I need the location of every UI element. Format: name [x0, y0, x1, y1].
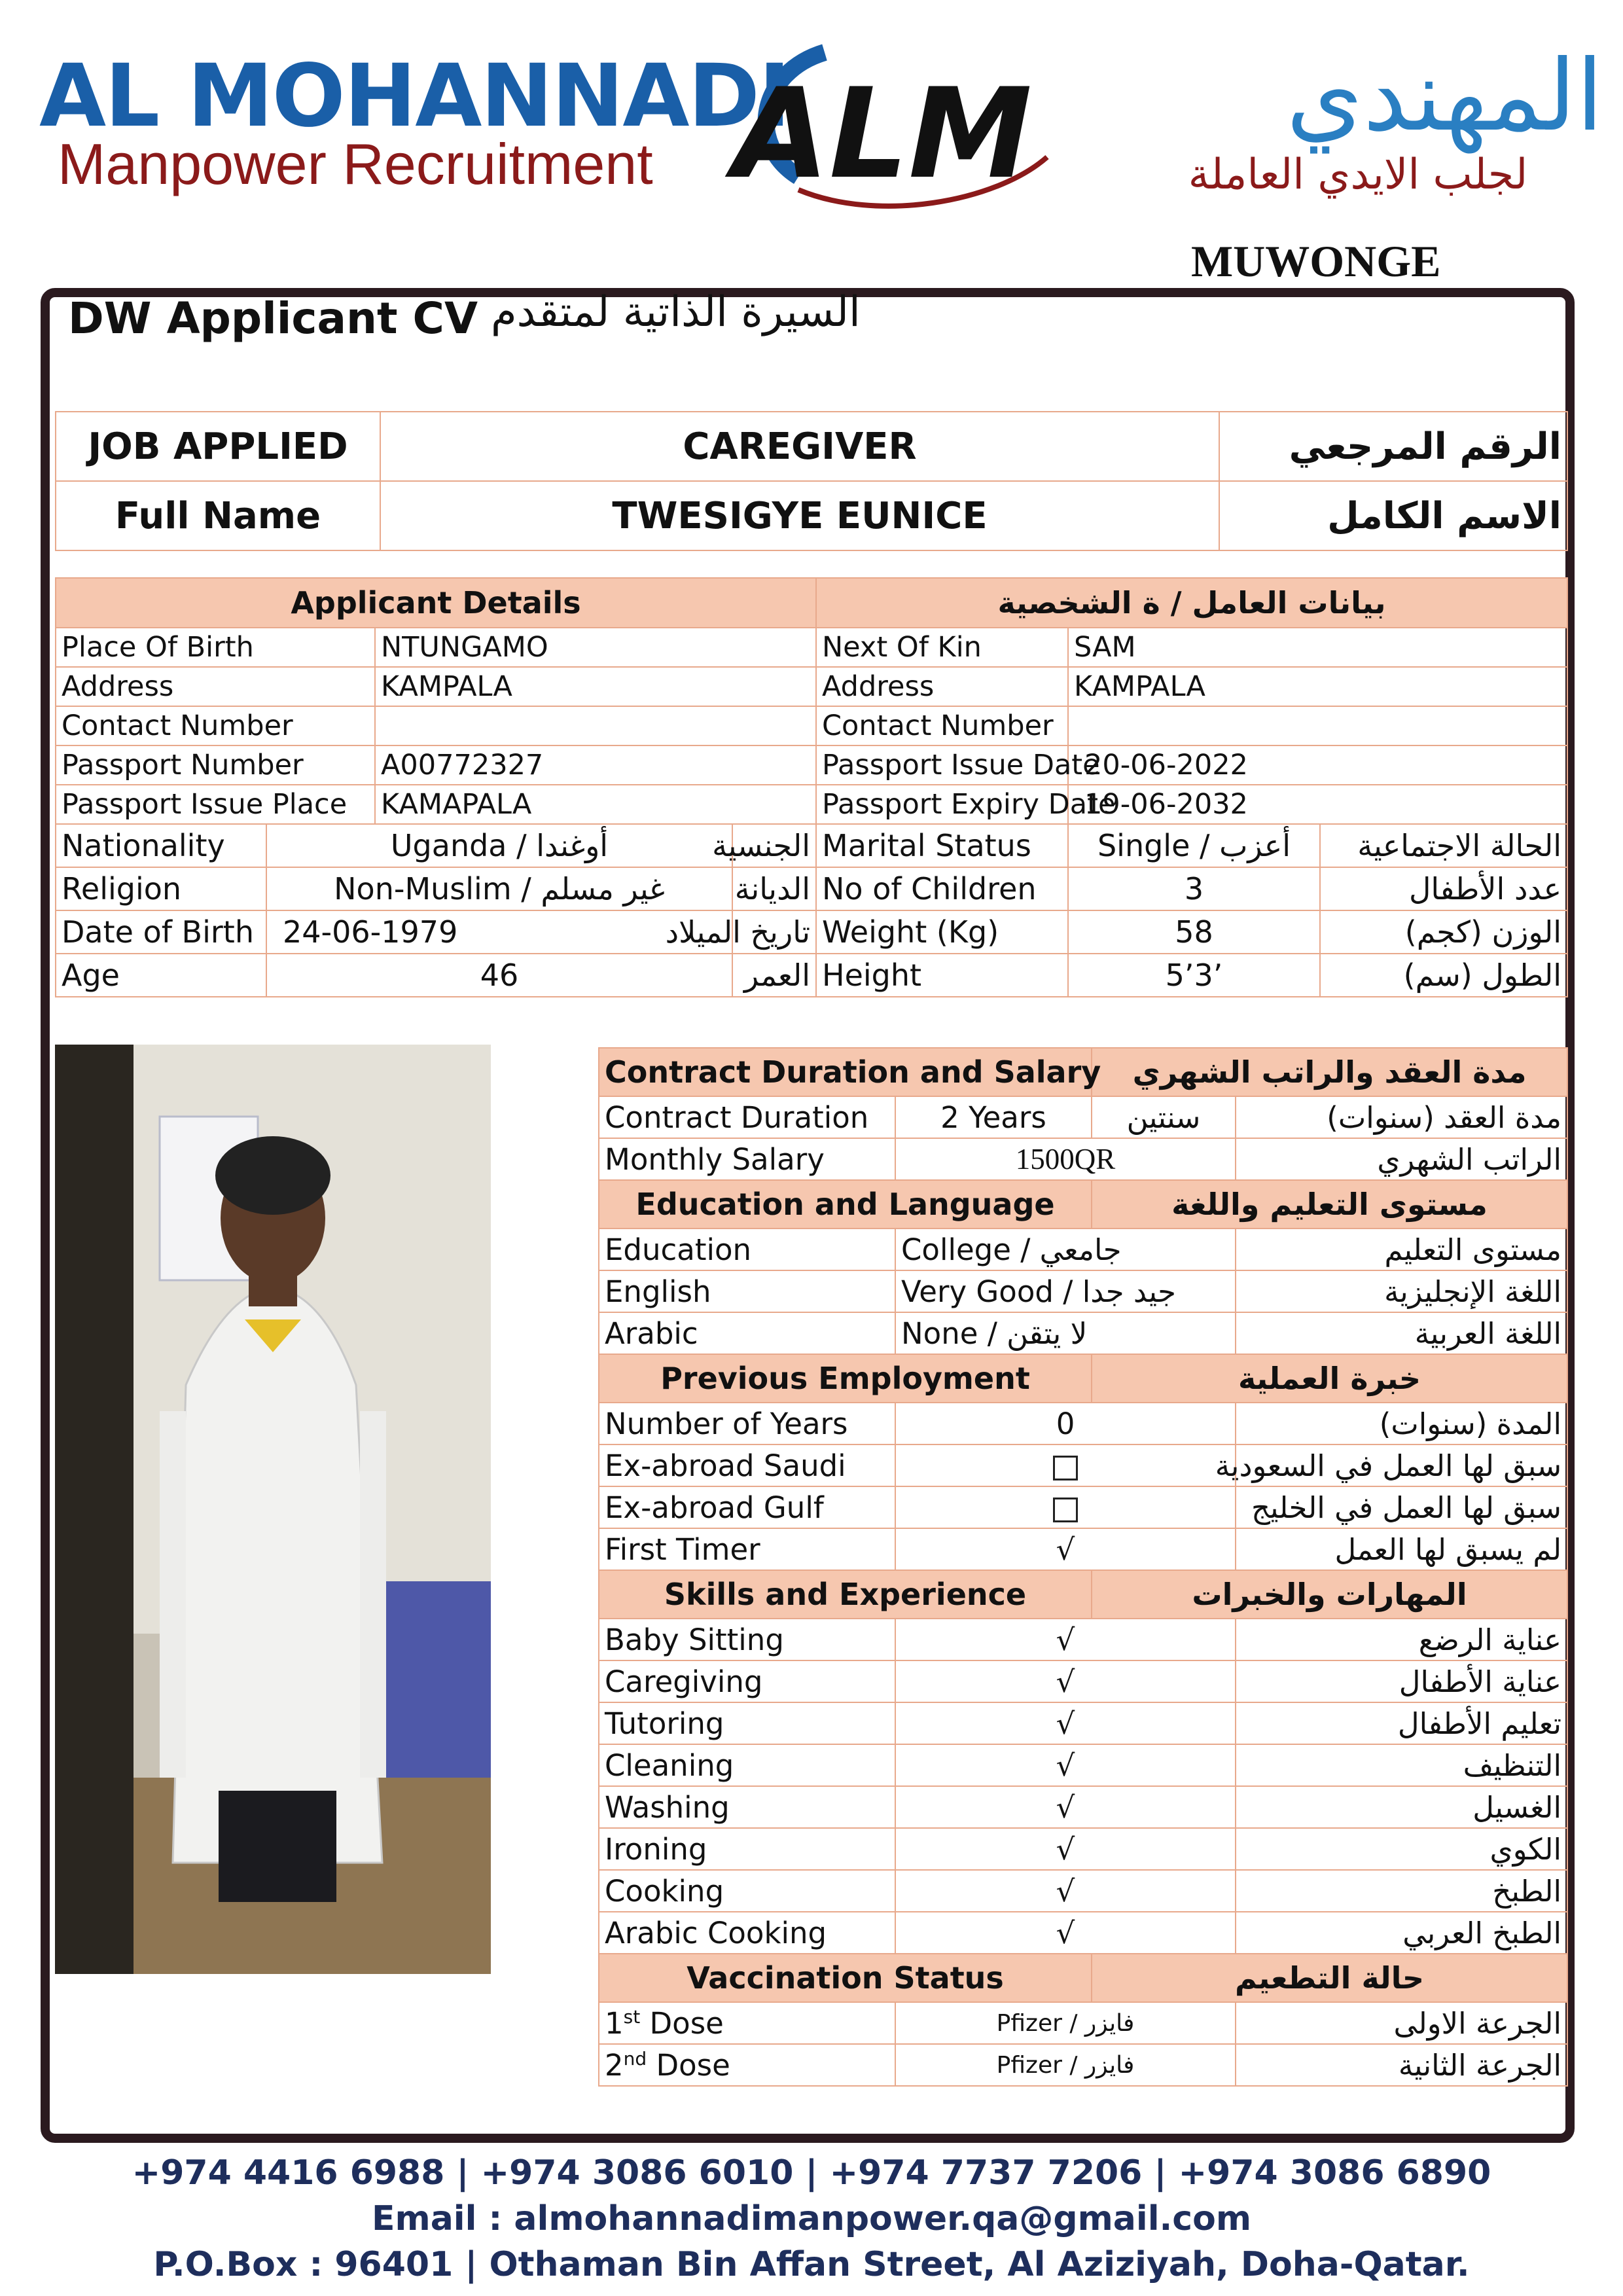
check-mark: √	[895, 1528, 1236, 1570]
field-value: NTUNGAMO	[375, 628, 816, 667]
applicant-header	[56, 578, 1567, 628]
field-value: None / لا يتقن	[895, 1312, 1236, 1354]
skill-label: Tutoring	[599, 1702, 895, 1744]
field-label: Education	[599, 1229, 895, 1270]
skill-label: Caregiving	[599, 1660, 895, 1702]
field-label: No of Children	[816, 867, 1068, 910]
gulf-checkbox	[1053, 1498, 1078, 1522]
field-value: KAMPALA	[375, 667, 816, 706]
footer-address: P.O.Box : 96401 | Othaman Bin Affan Street, Al Aziziyah, Doha-Qatar.	[153, 2245, 1470, 2284]
field-value: 19-06-2032	[1068, 785, 1567, 824]
field-label: First Timer	[599, 1528, 895, 1570]
skill-label-ar: الطبخ العربي	[1236, 1912, 1567, 1954]
contract-header-ar: مدة العقد والراتب الشهري	[1092, 1048, 1567, 1096]
field-label-ar: عدد الأطفال	[1320, 867, 1567, 910]
field-label: Address	[816, 667, 1068, 706]
skill-label: Cleaning	[599, 1744, 895, 1786]
skill-row	[599, 1619, 1567, 1660]
check-mark: √	[895, 1619, 1236, 1660]
dose-label-ar: الجرعة الثانية	[1236, 2044, 1567, 2086]
field-label: Ex-abroad Saudi	[599, 1444, 895, 1486]
field-label: Address	[56, 667, 375, 706]
contract-header	[599, 1048, 1567, 1096]
field-value	[1068, 706, 1567, 745]
applicant-photo	[55, 1045, 491, 1974]
check-mark: √	[895, 1786, 1236, 1828]
skill-row	[599, 1828, 1567, 1870]
field-label-ar: الطول (سم)	[1320, 954, 1567, 997]
field-label-ar: مستوى التعليم	[1236, 1229, 1567, 1270]
skill-label: Arabic Cooking	[599, 1912, 895, 1954]
dose-ordinal: nd	[623, 2047, 647, 2070]
skill-label: Baby Sitting	[599, 1619, 895, 1660]
field-value: SAM	[1068, 628, 1567, 667]
skills-header	[599, 1570, 1567, 1619]
dose-label-ar: الجرعة الاولى	[1236, 2002, 1567, 2044]
dose-label	[599, 2044, 895, 2086]
field-value: 24-06-1979	[266, 910, 732, 954]
employment-header	[599, 1354, 1567, 1403]
field-label: Contract Duration	[599, 1096, 895, 1138]
applicant-row	[56, 785, 1567, 824]
education-header-en: Education and Language	[599, 1180, 1092, 1229]
applicant-header-ar: بيانات العامل / ة الشخصية	[816, 578, 1567, 628]
alm-logo-mark	[720, 26, 1060, 223]
name-row	[56, 481, 1567, 550]
field-label: Next Of Kin	[816, 628, 1068, 667]
dose-number: 1	[605, 2005, 624, 2041]
job-value: CAREGIVER	[380, 412, 1219, 481]
field-label-ar: سبق لها العمل في الخليج	[1236, 1486, 1567, 1528]
name-label: Full Name	[56, 481, 380, 550]
field-label: Arabic	[599, 1312, 895, 1354]
dose-value: Pfizer / فايزر	[895, 2044, 1236, 2086]
field-value: College / جامعي	[895, 1229, 1236, 1270]
field-value: 58	[1068, 910, 1320, 954]
field-label-ar: المدة (سنوات)	[1236, 1403, 1567, 1444]
skill-label: Washing	[599, 1786, 895, 1828]
field-value-ar: سنتين	[1092, 1096, 1236, 1138]
applicant-header-en: Applicant Details	[56, 578, 816, 628]
vaccination-row	[599, 2044, 1567, 2086]
applicant-row	[56, 706, 1567, 745]
field-value: Single / أعزب	[1068, 824, 1320, 867]
skill-label-ar: عناية الأطفال	[1236, 1660, 1567, 1702]
applicant-row	[56, 910, 1567, 954]
employment-row	[599, 1528, 1567, 1570]
skill-label-ar: الغسيل	[1236, 1786, 1567, 1828]
dose-value: Pfizer / فايزر	[895, 2002, 1236, 2044]
field-label-ar: الحالة الاجتماعية	[1320, 824, 1567, 867]
skill-row	[599, 1744, 1567, 1786]
field-label: Contact Number	[56, 706, 375, 745]
field-value: Very Good / جيد جدا	[895, 1270, 1236, 1312]
check-mark: √	[895, 1870, 1236, 1912]
job-table	[55, 411, 1568, 551]
field-label-ar: الجنسية	[732, 824, 816, 867]
applicant-row	[56, 628, 1567, 667]
vaccination-header-en: Vaccination Status	[599, 1954, 1092, 2002]
company-tagline-en: Manpower Recruitment	[58, 132, 653, 196]
skill-label-ar: الطبخ	[1236, 1870, 1567, 1912]
field-label: Nationality	[56, 824, 266, 867]
dose-word: Dose	[647, 2047, 730, 2083]
employment-header-ar: خبرة العملية	[1092, 1354, 1567, 1403]
field-label: Passport Number	[56, 745, 375, 785]
field-label: Passport Expiry Date	[816, 785, 1068, 824]
field-value: Uganda / أوغندا	[266, 824, 732, 867]
skills-header-en: Skills and Experience	[599, 1570, 1092, 1619]
applicant-row	[56, 824, 1567, 867]
saudi-checkbox	[1053, 1456, 1078, 1480]
field-label: Date of Birth	[56, 910, 266, 954]
skill-label-ar: تعليم الأطفال	[1236, 1702, 1567, 1744]
skill-row	[599, 1912, 1567, 1954]
field-label-ar: اللغة الإنجليزية	[1236, 1270, 1567, 1312]
education-row	[599, 1229, 1567, 1270]
field-value: 0	[895, 1403, 1236, 1444]
company-tagline-ar: لجلب الايدي العاملة	[1188, 151, 1528, 199]
field-value: 1500QR	[895, 1138, 1236, 1180]
logo-mark-text: ALM	[733, 62, 1033, 206]
vaccination-header-ar: حالة التطعيم	[1092, 1954, 1567, 2002]
applicant-row	[56, 867, 1567, 910]
check-mark: √	[895, 1912, 1236, 1954]
field-value: A00772327	[375, 745, 816, 785]
field-label: Monthly Salary	[599, 1138, 895, 1180]
field-label-ar: الراتب الشهري	[1236, 1138, 1567, 1180]
field-label-ar: الوزن (كجم)	[1320, 910, 1567, 954]
agent-name: MUWONGE	[1191, 236, 1441, 286]
education-row	[599, 1312, 1567, 1354]
field-value: 5’3’	[1068, 954, 1320, 997]
field-value: 20-06-2022	[1068, 745, 1567, 785]
field-value: 46	[266, 954, 732, 997]
education-header	[599, 1180, 1567, 1229]
field-value: 2 Years	[895, 1096, 1092, 1138]
dose-word: Dose	[640, 2005, 724, 2041]
dose-number: 2	[605, 2047, 624, 2083]
contract-header-en: Contract Duration and Salary	[599, 1048, 1092, 1096]
job-label-ar: الرقم المرجعي	[1219, 412, 1567, 481]
job-row	[56, 412, 1567, 481]
field-label-ar: سبق لها العمل في السعودية	[1236, 1444, 1567, 1486]
contract-row	[599, 1096, 1567, 1138]
field-label: English	[599, 1270, 895, 1312]
check-mark: √	[895, 1660, 1236, 1702]
skill-row	[599, 1702, 1567, 1744]
footer-phones: +974 4416 6988 | +974 3086 6010 | +974 7737 7206 | +974 3086 6890	[132, 2153, 1491, 2193]
field-label-ar: العمر	[732, 954, 816, 997]
education-row	[599, 1270, 1567, 1312]
field-label: Contact Number	[816, 706, 1068, 745]
field-label: Age	[56, 954, 266, 997]
cv-title-ar: السيرة الذاتية لمتقدم	[491, 288, 861, 336]
field-label: Marital Status	[816, 824, 1068, 867]
skill-row	[599, 1786, 1567, 1828]
company-name-en: AL MOHANNADI	[39, 46, 790, 147]
vaccination-row	[599, 2002, 1567, 2044]
check-mark: √	[895, 1702, 1236, 1744]
employment-header-en: Previous Employment	[599, 1354, 1092, 1403]
applicant-row	[56, 745, 1567, 785]
employment-row	[599, 1444, 1567, 1486]
skill-row	[599, 1660, 1567, 1702]
company-name-ar: المهندي	[1286, 39, 1603, 153]
field-value: 3	[1068, 867, 1320, 910]
field-label-ar: تاريخ الميلاد	[732, 910, 816, 954]
field-label: Number of Years	[599, 1403, 895, 1444]
skill-label-ar: التنظيف	[1236, 1744, 1567, 1786]
job-label: JOB APPLIED	[56, 412, 380, 481]
field-value	[375, 706, 816, 745]
cv-title-en: DW Applicant CV	[68, 293, 478, 344]
dose-ordinal: st	[623, 2005, 641, 2028]
contract-row	[599, 1138, 1567, 1180]
skills-header-ar: المهارات والخبرات	[1092, 1570, 1567, 1619]
applicant-details-table	[55, 577, 1568, 997]
dose-label	[599, 2002, 895, 2044]
employment-row	[599, 1403, 1567, 1444]
skill-row	[599, 1870, 1567, 1912]
vaccination-header	[599, 1954, 1567, 2002]
field-label-ar: مدة العقد (سنوات)	[1236, 1096, 1567, 1138]
name-value: TWESIGYE EUNICE	[380, 481, 1219, 550]
check-mark: √	[895, 1828, 1236, 1870]
applicant-row	[56, 667, 1567, 706]
footer-email: Email : almohannadimanpower.qa@gmail.com	[371, 2199, 1252, 2238]
field-label-ar: الديانة	[732, 867, 816, 910]
field-label: Passport Issue Place	[56, 785, 375, 824]
field-value: KAMPALA	[1068, 667, 1567, 706]
skill-label-ar: الكوي	[1236, 1828, 1567, 1870]
field-label: Weight (Kg)	[816, 910, 1068, 954]
field-label: Ex-abroad Gulf	[599, 1486, 895, 1528]
field-value: Non-Muslim / غير مسلم	[266, 867, 732, 910]
name-label-ar: الاسم الكامل	[1219, 481, 1567, 550]
check-mark: √	[895, 1744, 1236, 1786]
field-label: Passport Issue Date	[816, 745, 1068, 785]
field-label: Place Of Birth	[56, 628, 375, 667]
field-label-ar: لم يسبق لها العمل	[1236, 1528, 1567, 1570]
applicant-row	[56, 954, 1567, 997]
right-details-table	[598, 1047, 1568, 2087]
education-header-ar: مستوى التعليم واللغة	[1092, 1180, 1567, 1229]
skill-label: Ironing	[599, 1828, 895, 1870]
skill-label-ar: عناية الرضع	[1236, 1619, 1567, 1660]
field-label: Religion	[56, 867, 266, 910]
field-value: KAMAPALA	[375, 785, 816, 824]
employment-row	[599, 1486, 1567, 1528]
field-label-ar: اللغة العربية	[1236, 1312, 1567, 1354]
skill-label: Cooking	[599, 1870, 895, 1912]
field-label: Height	[816, 954, 1068, 997]
